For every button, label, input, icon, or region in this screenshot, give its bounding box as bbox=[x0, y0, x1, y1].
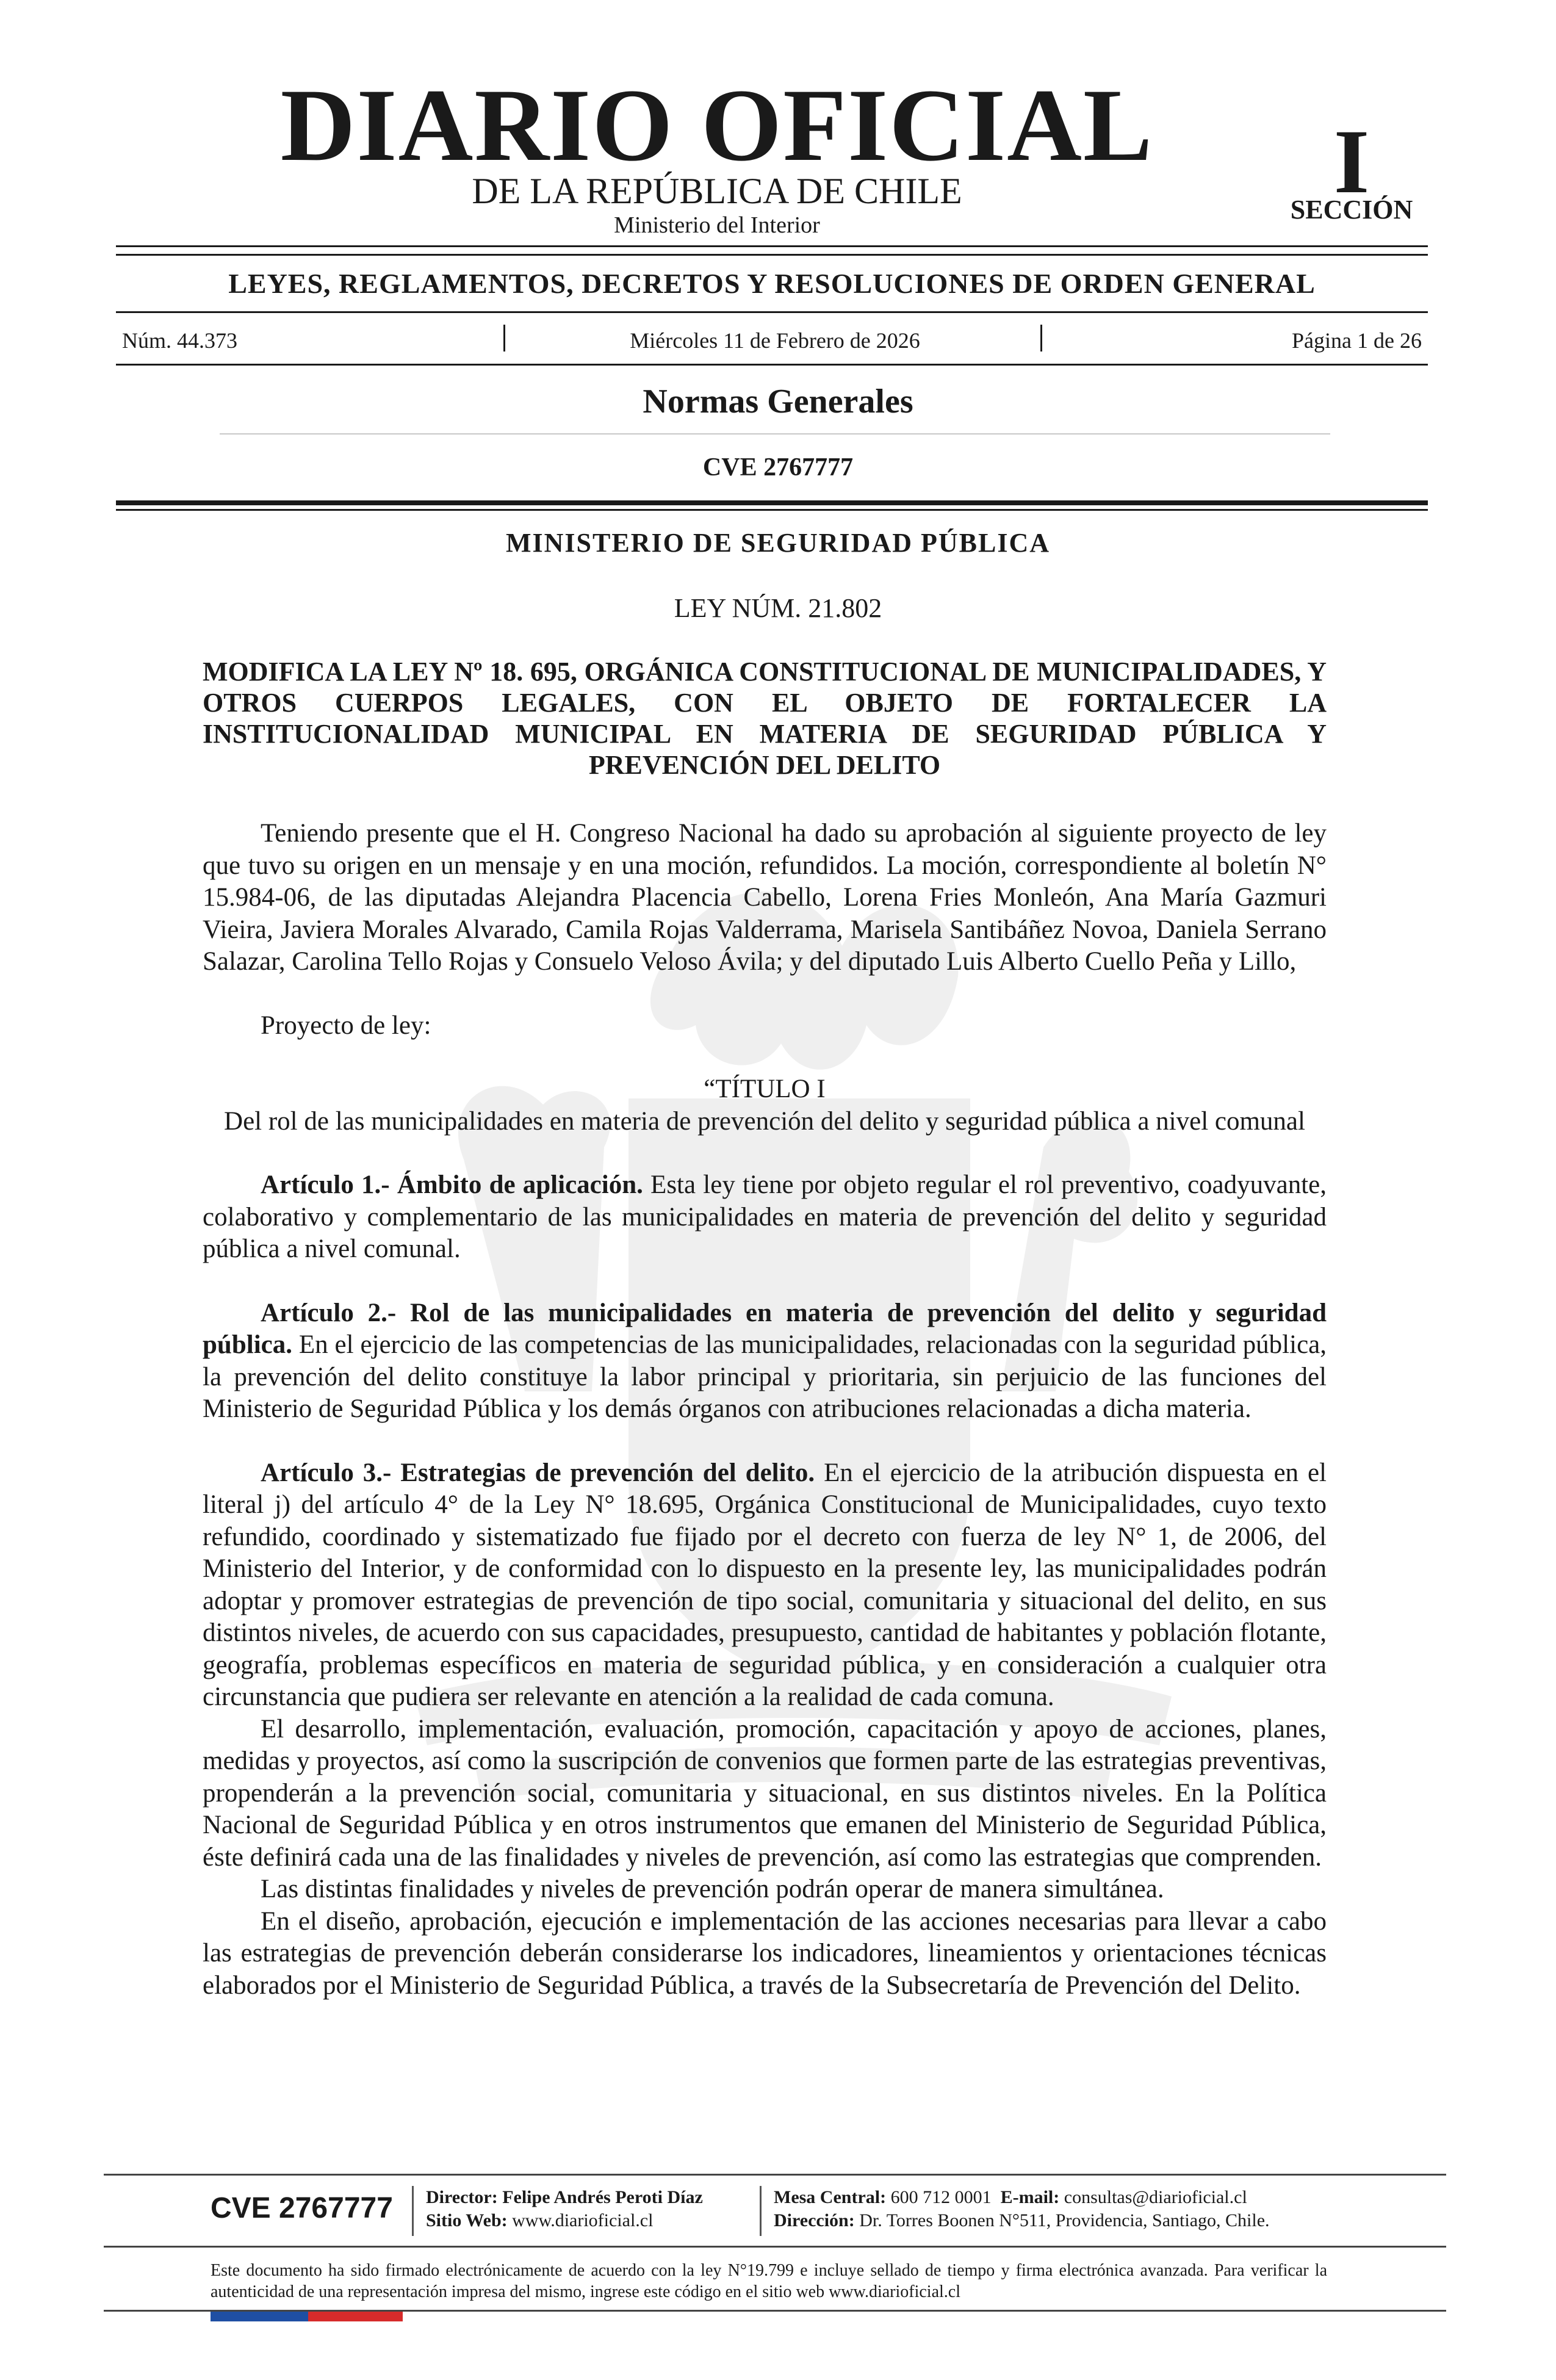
mesa-phone: 600 712 0001 bbox=[890, 2187, 992, 2207]
law-number: LEY NÚM. 21.802 bbox=[674, 593, 882, 623]
footer-separator bbox=[760, 2186, 762, 2236]
category-divider bbox=[116, 311, 1428, 313]
flag-bar-blue bbox=[211, 2312, 308, 2321]
director-label: Director: bbox=[426, 2187, 498, 2207]
page-indicator: Página 1 de 26 bbox=[1292, 328, 1422, 353]
footer-cve: CVE 2767777 bbox=[211, 2192, 393, 2224]
article-3-paragraph-4: En el diseño, aprobación, ejecución e implementación de las acciones necesarias para llevar a cabo las estrategias de prevención deberán considerarse los indicadores, lineamientos y orientaciones técnicas elaborados por el Ministerio de Seguridad Pública, a través de la Subsecretaría de Prevención del Delito. bbox=[203, 1906, 1327, 2000]
mesa-label: Mesa Central: bbox=[774, 2187, 887, 2207]
law-title: MODIFICA LA LEY Nº 18. 695, ORGÁNICA CONSTITUCIONAL DE MUNICIPALIDADES, Y OTROS CUERPOS LEGALES, CON EL OBJETO DE FORTALECER LA INSTITUCIONALIDAD MUNICIPAL EN MATERIA DE SEGURIDAD PÚBLICA Y PREVENCIÓN DEL DELITO bbox=[203, 657, 1327, 780]
ministry-heading: MINISTERIO DE SEGURIDAD PÚBLICA bbox=[505, 528, 1051, 558]
masthead-divider-top bbox=[116, 245, 1428, 247]
section-numeral: I bbox=[1333, 111, 1370, 212]
issue-number: Núm. 44.373 bbox=[122, 328, 237, 353]
meta-divider bbox=[116, 364, 1428, 366]
proyecto-label: Proyecto de ley: bbox=[261, 1011, 431, 1040]
flag-bar-red bbox=[308, 2312, 403, 2321]
article-3-heading: Artículo 3.- Estrategias de prevención del delito. bbox=[261, 1458, 815, 1487]
web-label: Sitio Web: bbox=[426, 2210, 508, 2230]
masthead-ministry: Ministerio del Interior bbox=[614, 212, 820, 238]
footer-divider-top bbox=[104, 2174, 1446, 2176]
email-link[interactable]: consultas@diarioficial.cl bbox=[1064, 2187, 1247, 2207]
content-divider-thick bbox=[116, 500, 1428, 505]
email-label: E-mail: bbox=[1000, 2187, 1060, 2207]
footer-separator bbox=[412, 2186, 414, 2236]
masthead-subtitle: DE LA REPÚBLICA DE CHILE bbox=[472, 171, 962, 211]
article-3-paragraph-2: El desarrollo, implementación, evaluación, promoción, capacitación y apoyo de acciones, planes, medidas y proyectos, así como la suscripción de convenios que formen parte de las estrategias preventivas, propenderán a la prevención social, comunitaria y situacional, en sus distintos niveles. En la Política Nacional de Seguridad Pública y en otros instrumentos que emanen del Ministerio de Seguridad Pública, éste definirá cada una de las finalidades y niveles de prevención, así como las estrategias que comprenden. bbox=[203, 1714, 1327, 1872]
preamble-paragraph: Teniendo presente que el H. Congreso Nacional ha dado su aprobación al siguiente proyecto de ley que tuvo su origen en un mensaje y en una moción, refundidos. La moción, correspondiente al boletín N° 15.984-06, de las diputadas Alejandra Placencia Cabello, Lorena Fries Monleón, Ana María Gazmuri Vieira, Javiera Morales Alvarado, Camila Rojas Valderrama, Marisela Santibáñez Novoa, Daniela Serrano Salazar, Carolina Tello Rojas y Consuelo Veloso Ávila; y del diputado Luis Alberto Cuello Peña y Lillo, bbox=[203, 819, 1327, 976]
meta-separator bbox=[1040, 325, 1042, 352]
director-name: Felipe Andrés Peroti Díaz bbox=[502, 2187, 703, 2207]
meta-separator bbox=[503, 325, 505, 352]
cve-code: CVE 2767777 bbox=[702, 453, 854, 481]
article-2 bbox=[203, 1297, 1327, 1426]
document-body bbox=[203, 818, 1327, 2002]
footer-divider-middle bbox=[104, 2246, 1446, 2248]
footer-director-block bbox=[426, 2186, 703, 2232]
masthead-title: DIARIO OFICIAL bbox=[280, 68, 1154, 182]
titulo-heading: “TÍTULO I bbox=[704, 1075, 826, 1103]
article-1-heading: Artículo 1.- Ámbito de aplicación. bbox=[261, 1170, 643, 1199]
issue-date: Miércoles 11 de Febrero de 2026 bbox=[630, 328, 920, 353]
article-3-paragraph-3: Las distintas finalidades y niveles de prevención podrán operar de manera simultánea. bbox=[261, 1875, 1164, 1903]
section-divider bbox=[220, 433, 1330, 435]
direccion-value: Dr. Torres Boonen N°511, Providencia, Santiago, Chile. bbox=[859, 2210, 1270, 2230]
category-heading: LEYES, REGLAMENTOS, DECRETOS Y RESOLUCIONES DE ORDEN GENERAL bbox=[228, 268, 1316, 299]
content-divider-thin bbox=[116, 509, 1428, 511]
article-1 bbox=[203, 1169, 1327, 1266]
article-3-text: En el ejercicio de la atribución dispuesta en el literal j) del artículo 4° de la Ley N° 18.695, Orgánica Constitucional de Municipalidades, cuyo texto refundido, coordinado y sistematizado fue fijado por el decreto con fuerza de ley N° 1, de 2006, del Ministerio del Interior, y de conformidad con lo dispuesto en la presente ley, las municipalidades podrán adoptar y promover estrategias de prevención de tipo social, comunitaria y situacional del delito, en sus distintos niveles, de acuerdo con sus capacidades, presupuesto, cantidad de habitantes y población flotante, geografía, problemas específicos en materia de seguridad pública, y en consideración a cualquier otra circunstancia que pudiera ser relevante en atención a la realidad de cada comuna. bbox=[203, 1458, 1327, 1711]
titulo-description: Del rol de las municipalidades en materia de prevención del delito y seguridad pública a nivel comunal bbox=[224, 1106, 1305, 1136]
footer-contact-block bbox=[774, 2186, 1270, 2232]
section-label: SECCIÓN bbox=[1290, 195, 1413, 225]
web-link[interactable]: www.diarioficial.cl bbox=[512, 2210, 654, 2230]
article-2-text: En el ejercicio de las competencias de las municipalidades, relacionadas con la seguridad pública, la prevención del delito constituye la labor principal y prioritaria, sin perjuicio de las funciones del Ministerio de Seguridad Pública y los demás órganos con atribuciones relacionadas a dicha materia. bbox=[203, 1330, 1327, 1423]
article-3 bbox=[203, 1457, 1327, 1714]
signature-note: Este documento ha sido firmado electrónicamente de acuerdo con la ley N°19.799 e incluye sellado de tiempo y firma electrónica avanzada. Para verificar la autenticidad de una representación impresa del mismo, ingrese este código en el sitio web www.diarioficial.cl bbox=[211, 2261, 1327, 2301]
article-1-text: Esta ley tiene por objeto regular el rol preventivo, coadyuvante, colaborativo y complementario de las municipalidades en materia de prevención del delito y seguridad pública a nivel comunal. bbox=[203, 1170, 1327, 1263]
article-2-heading: Artículo 2.- Rol de las municipalidades en materia de prevención del delito y seguridad pública. bbox=[203, 1298, 1327, 1359]
direccion-label: Dirección: bbox=[774, 2210, 855, 2230]
section-heading: Normas Generales bbox=[643, 383, 913, 420]
masthead-divider-bottom bbox=[116, 254, 1428, 256]
